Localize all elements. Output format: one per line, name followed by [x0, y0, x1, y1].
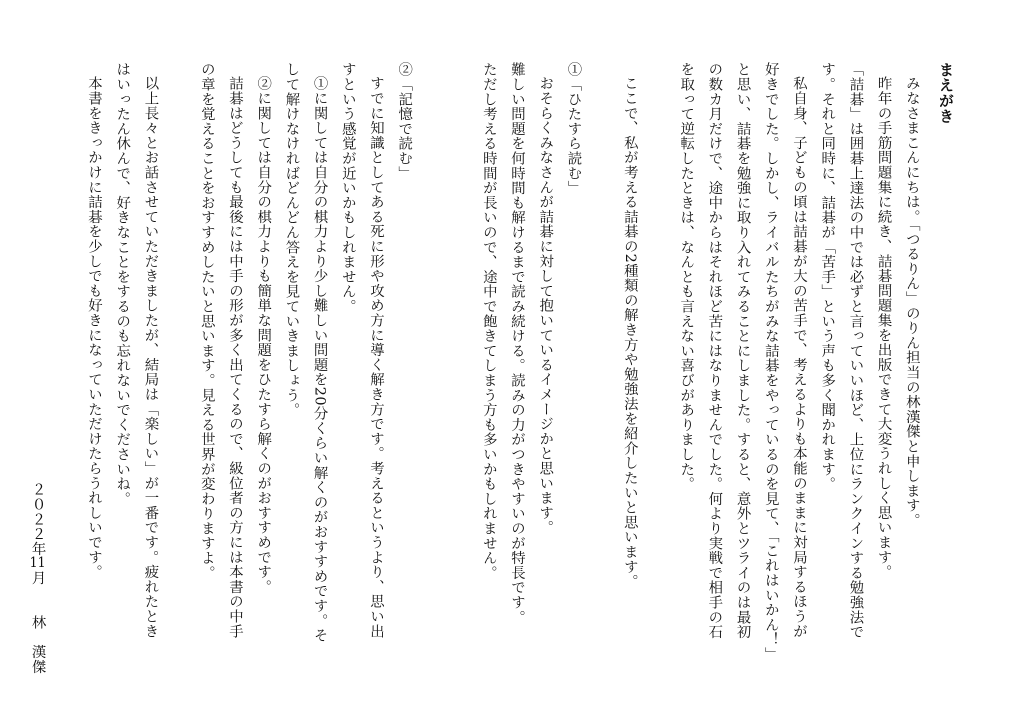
paragraph-line: 昨年の手筋問題集に続き、詰碁問題集を出版できて大変うれしく思います。	[875, 76, 892, 580]
paragraph-line: と思い、詰碁を勉強に取り入れてみることにしました。すると、意外とツライのは最初	[734, 62, 751, 640]
page-title: まえがき	[937, 62, 955, 124]
paragraph-line: ②に関しては自分の棋力よりも簡単な問題をひたすら解くのがおすすめです。	[255, 76, 272, 595]
paragraph-line: を取って逆転したときは、なんとも言えない喜びがありました。	[678, 62, 695, 492]
paragraph-line: 詰碁はどうしても最後には中手の形が多く出てくるので、級位者の方には本書の中手	[226, 76, 243, 639]
paragraph-line: して解けなければどんどん答えを見ていきましょう。	[283, 62, 300, 418]
paragraph-line: おそらくみなさんが詰碁に対して抱いているイメージかと思います。	[537, 76, 554, 535]
paragraph-line: すという感覚が近いかもしれません。	[339, 62, 356, 314]
paragraph-line: 難しい問題を何時間も解けるまで読み続ける。読みの力がつきやすいのが特長です。	[508, 62, 525, 625]
section-heading-2: ②「記憶で読む」	[396, 62, 413, 181]
paragraph-line: はいったん休んで、好きなことをするのも忘れないでくださいね。	[114, 62, 131, 506]
preface-body	[23, 62, 960, 675]
paragraph-line: 「詰碁」は囲碁上達法の中では必ずと言っていいほど、上位にランクインする勉強法で	[847, 62, 864, 640]
signature-year: ２０２２	[29, 482, 46, 542]
paragraph-line: の章を覚えることをおすすめしたいと思います。見える世界が変わりますよ。	[198, 62, 215, 580]
paragraph-greeting: みなさまこんにちは。「つるりん」のりん担当の林漢傑と申します。	[903, 76, 920, 528]
paragraph-line: の数カ月だけで、途中からはそれほど苦にはなりませんでした。何より実戦で相手の石	[706, 62, 723, 640]
blank-line	[164, 62, 192, 672]
blank-line	[587, 62, 615, 672]
paragraph-line: 本書をきっかけに詰碁を少しでも好きになっていただけたらうれしいです。	[85, 76, 102, 580]
paragraph-line: ここで、私が考える詰碁の2種類の解き方や勉強法を紹介したいと思います。	[621, 76, 638, 589]
signature-date	[23, 62, 51, 675]
paragraph-line: 以上長々とお話させていただきましたが、結局は「楽しい」が一番です。疲れたとき	[142, 76, 159, 639]
section-heading-1: ①「ひたすら読む」	[565, 62, 582, 196]
blank-line	[52, 62, 80, 672]
paragraph-line: ①に関しては自分の棋力より少し難しい問題を20分くらい解くのがおすすめです。そ	[311, 76, 328, 643]
blank-line	[446, 62, 474, 672]
paragraph-line: ただし考える時間が長いので、途中で飽きてしまう方も多いかもしれません。	[480, 62, 497, 580]
blank-line	[644, 62, 672, 672]
paragraph-line: 私自身、子どもの頃は詰碁が大の苦手で、考えるよりも本能のままに対局するほうが	[790, 76, 807, 639]
signature-author: 林 漢傑	[29, 614, 46, 675]
signature-month-suffix: 月	[29, 570, 46, 586]
signature-month: 11	[29, 556, 46, 571]
paragraph-line: 好きでした。しかし、ライバルたちがみな詰碁をやっているのを見て、「これはいかん！」	[762, 62, 779, 662]
blank-line	[418, 62, 446, 672]
paragraph-line: す。それと同時に、詰碁が「苦手」という声も多く聞かれます。	[819, 62, 836, 492]
paragraph-line: すでに知識としてある死に形や攻め方に導く解き方です。考えるというより、思い出	[368, 76, 384, 639]
signature-year-suffix: 年	[29, 541, 46, 557]
